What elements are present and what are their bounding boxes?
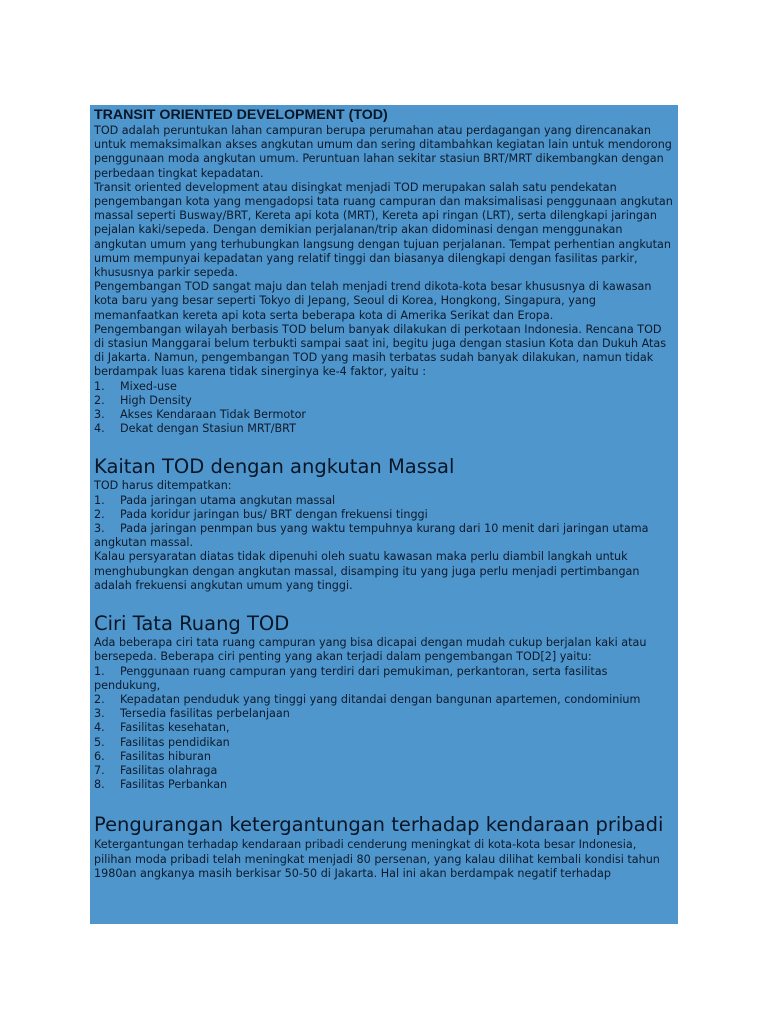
list-number: 7. <box>94 763 105 777</box>
list-number: 3. <box>94 408 105 422</box>
list-item <box>94 778 675 792</box>
list-item <box>94 494 675 508</box>
list-item <box>94 422 675 436</box>
list-item <box>94 750 675 764</box>
list-text: Fasilitas Perbankan <box>120 778 228 792</box>
list-text: Kepadatan penduduk yang tinggi yang ditandai dengan bangunan apartemen, condominium <box>120 692 641 706</box>
list-text: Mixed-use <box>120 379 177 393</box>
list-item <box>94 508 675 522</box>
list-item <box>94 394 675 408</box>
intro-paragraph-3: Pengembangan TOD sangat maju dan telah menjadi trend dikota-kota besar khususnya di kawasan kota baru yang besar seperti Tokyo di Jepang, Seoul di Korea, Hongkong, Singapura, yang memanfaatkan kereta api kota serta beberapa kota di Amerika Serikat dan Eropa. <box>94 280 652 322</box>
list-text: Pada jaringan utama angkutan massal <box>120 493 336 507</box>
list-number: 6. <box>94 749 105 763</box>
list-text: Fasilitas pendidikan <box>120 735 230 749</box>
section-closing: Kalau persyaratan diatas tidak dipenuhi oleh suatu kawasan maka perlu diambil langkah untuk menghubungkan dengan angkutan massal, disamping itu yang juga perlu menjadi pertimbangan adalah frekuensi angkutan umum yang tinggi. <box>94 550 640 592</box>
section-lead: TOD harus ditempatkan: <box>94 479 232 493</box>
list-item <box>94 764 675 778</box>
list-item <box>94 380 675 394</box>
list-text: Akses Kendaraan Tidak Bermotor <box>120 408 307 422</box>
list-number: 2. <box>94 692 105 706</box>
list-item <box>94 693 675 707</box>
document-panel <box>90 105 678 924</box>
section-heading-pengurangan: Pengurangan ketergantungan terhadap kendaraan pribadi <box>94 813 664 837</box>
list-text: Fasilitas kesehatan, <box>120 721 230 735</box>
list-text: Tersedia fasilitas perbelanjaan <box>120 707 290 721</box>
list-number: 2. <box>94 393 105 407</box>
list-number: 3. <box>94 522 105 536</box>
list-item <box>94 665 675 693</box>
list-number: 1. <box>94 379 105 393</box>
list-text: Pada koridur jaringan bus/ BRT dengan frekuensi tinggi <box>120 507 428 521</box>
list-number: 5. <box>94 735 105 749</box>
characteristics-list <box>94 665 675 793</box>
list-text: Pada jaringan penmpan bus yang waktu tempuhnya kurang dari 10 menit dari jaringan utama angkutan massal. <box>94 522 649 550</box>
section-lead: Ada beberapa ciri tata ruang campuran yang bisa dicapai dengan mudah cukup berjalan kaki atau bersepeda. Beberapa ciri penting yang akan terjadi dalam pengembangan TOD[2] yaitu: <box>94 636 647 664</box>
list-number: 3. <box>94 707 105 721</box>
list-item <box>94 707 675 721</box>
section-heading-kaitan: Kaitan TOD dengan angkutan Massal <box>94 455 455 479</box>
list-text: Dekat dengan Stasiun MRT/BRT <box>120 422 296 436</box>
list-number: 2. <box>94 507 105 521</box>
intro-paragraph-1: TOD adalah peruntukan lahan campuran berupa perumahan atau perdagangan yang direncanakan untuk memaksimalkan akses angkutan umum dan sering ditambahkan kegiatan lain untuk mendorong penggunaan moda angkutan umum. Peruntuan lahan sekitar stasiun BRT/MRT dikembangkan dengan perbedaan tingkat kepadatan. <box>94 124 672 180</box>
factors-list <box>94 380 675 437</box>
list-text: Penggunaan ruang campuran yang terdiri dari pemukiman, perkantoran, serta fasilitas pendukung, <box>94 664 608 692</box>
list-number: 4. <box>94 422 105 436</box>
list-item <box>94 522 675 550</box>
list-number: 1. <box>94 493 105 507</box>
list-text: Fasilitas olahraga <box>120 763 218 777</box>
list-number: 8. <box>94 778 105 792</box>
list-text: Fasilitas hiburan <box>120 749 211 763</box>
section-body: Ketergantungan terhadap kendaraan pribadi cenderung meningkat di kota-kota besar Indonesia, pilihan moda pribadi telah meningkat menjadi 80 persenan, yang kalau dilihat kembali kondisi tahun 1980an angkanya masih berkisar 50-50 di Jakarta. Hal ini akan berdampak negatif terhadap <box>94 838 660 880</box>
document-title: TRANSIT ORIENTED DEVELOPMENT (TOD) <box>94 107 388 123</box>
section-heading-ciri: Ciri Tata Ruang TOD <box>94 612 290 636</box>
list-text: High Density <box>120 393 192 407</box>
placement-list <box>94 494 675 551</box>
intro-paragraph-4: Pengembangan wilayah berbasis TOD belum banyak dilakukan di perkotaan Indonesia. Rencana TOD di stasiun Manggarai belum terbukti sampai saat ini, begitu juga dengan stasiun Kota dan Dukuh Atas di Jakarta. Namun, pengembangan TOD yang masih terbatas sudah banyak dilakukan, namun tidak berdampak luas karena tidak sinerginya ke-4 faktor, yaitu : <box>94 322 667 379</box>
list-number: 1. <box>94 664 105 678</box>
list-number: 4. <box>94 721 105 735</box>
intro-paragraph-2: Transit oriented development atau disingkat menjadi TOD merupakan salah satu pendekatan pengembangan kota yang mengadopsi tata ruang campuran dan maksimalisasi penggunaan angkutan massal seperti Busway/BRT, Kereta api kota (MRT), Kereta api ringan (LRT), serta dilengkapi jaringan pejalan kaki/sepeda. Dengan demikian perjalanan/trip akan didominasi dengan menggunakan angkutan umum yang terhubungkan langsung dengan tujuan perjalanan. Tempat perhentian angkutan umum mempunyai kepadatan yang relatif tinggi dan biasanya dilengkapi dengan fasilitas parkir, khususnya parkir sepeda. <box>94 180 673 280</box>
list-item <box>94 721 675 735</box>
list-item <box>94 736 675 750</box>
list-item <box>94 408 675 422</box>
